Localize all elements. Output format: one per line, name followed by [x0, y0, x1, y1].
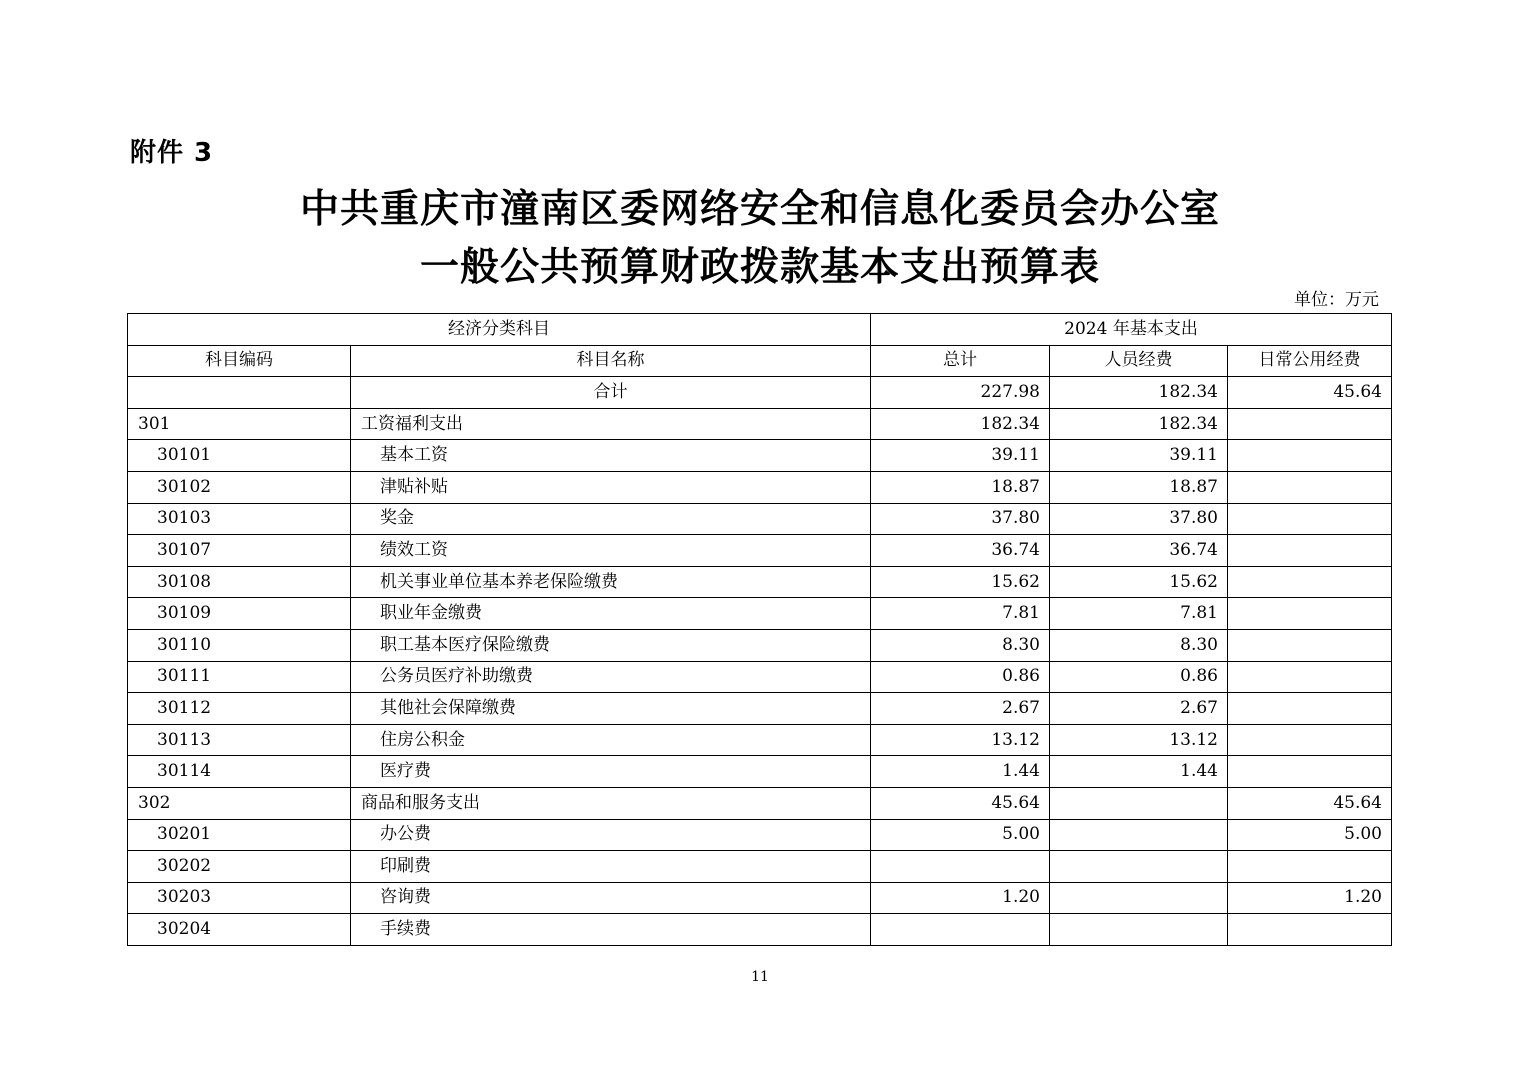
table-row [128, 914, 1392, 946]
cell-code: 30204 [128, 914, 351, 946]
cell-staff: 13.12 [1050, 724, 1228, 756]
cell-staff: 36.74 [1050, 535, 1228, 567]
cell-name: 手续费 [351, 914, 871, 946]
cell-staff: 1.44 [1050, 756, 1228, 788]
unit-label: 单位：万元 [1294, 290, 1379, 310]
cell-name: 商品和服务支出 [351, 787, 871, 819]
total-row [128, 377, 1392, 409]
page-number: 11 [751, 969, 769, 985]
cell-code: 30201 [128, 819, 351, 851]
cell-staff: 0.86 [1050, 661, 1228, 693]
cell-code: 30112 [128, 693, 351, 725]
cell-name: 印刷费 [351, 851, 871, 883]
table-row [128, 724, 1392, 756]
total-row-public: 45.64 [1228, 377, 1392, 409]
cell-name: 医疗费 [351, 756, 871, 788]
cell-code: 30114 [128, 756, 351, 788]
cell-code: 30108 [128, 566, 351, 598]
cell-name: 其他社会保障缴费 [351, 693, 871, 725]
table-row [128, 882, 1392, 914]
cell-staff [1050, 819, 1228, 851]
cell-total: 5.00 [871, 819, 1050, 851]
column-header-code: 科目编码 [128, 345, 351, 377]
cell-total: 8.30 [871, 629, 1050, 661]
table-row [128, 535, 1392, 567]
cell-code: 30101 [128, 440, 351, 472]
cell-staff: 18.87 [1050, 471, 1228, 503]
cell-staff: 7.81 [1050, 598, 1228, 630]
cell-public [1228, 535, 1392, 567]
cell-total [871, 851, 1050, 883]
table-row [128, 756, 1392, 788]
cell-name: 职业年金缴费 [351, 598, 871, 630]
cell-code: 30202 [128, 851, 351, 883]
cell-public: 1.20 [1228, 882, 1392, 914]
cell-name: 奖金 [351, 503, 871, 535]
table-row [128, 629, 1392, 661]
table-row [128, 787, 1392, 819]
group-header-basic-expenditure: 2024 年基本支出 [871, 314, 1392, 346]
column-header-total: 总计 [871, 345, 1050, 377]
table-row [128, 851, 1392, 883]
cell-staff [1050, 882, 1228, 914]
total-row-label: 合计 [351, 377, 871, 409]
cell-name: 工资福利支出 [351, 408, 871, 440]
cell-name: 职工基本医疗保险缴费 [351, 629, 871, 661]
cell-name: 机关事业单位基本养老保险缴费 [351, 566, 871, 598]
cell-public [1228, 914, 1392, 946]
attachment-label: 附件 3 [130, 138, 214, 168]
cell-total: 13.12 [871, 724, 1050, 756]
document-title-line1: 中共重庆市潼南区委网络安全和信息化委员会办公室 [299, 187, 1220, 232]
cell-total: 36.74 [871, 535, 1050, 567]
cell-staff [1050, 914, 1228, 946]
cell-public [1228, 440, 1392, 472]
cell-public [1228, 851, 1392, 883]
cell-public [1228, 661, 1392, 693]
cell-code: 30109 [128, 598, 351, 630]
cell-name: 办公费 [351, 819, 871, 851]
table-row [128, 408, 1392, 440]
cell-staff: 37.80 [1050, 503, 1228, 535]
table-row [128, 693, 1392, 725]
cell-code: 301 [128, 408, 351, 440]
cell-name: 公务员医疗补助缴费 [351, 661, 871, 693]
cell-public [1228, 503, 1392, 535]
cell-staff: 8.30 [1050, 629, 1228, 661]
cell-staff: 2.67 [1050, 693, 1228, 725]
table-row [128, 471, 1392, 503]
cell-name: 住房公积金 [351, 724, 871, 756]
table-row [128, 440, 1392, 472]
cell-total: 45.64 [871, 787, 1050, 819]
cell-total: 1.44 [871, 756, 1050, 788]
cell-total: 1.20 [871, 882, 1050, 914]
cell-total: 0.86 [871, 661, 1050, 693]
cell-public [1228, 756, 1392, 788]
cell-public [1228, 598, 1392, 630]
group-header-row [128, 314, 1392, 346]
cell-staff [1050, 851, 1228, 883]
cell-total: 7.81 [871, 598, 1050, 630]
cell-code: 302 [128, 787, 351, 819]
column-header-public: 日常公用经费 [1228, 345, 1392, 377]
cell-total: 39.11 [871, 440, 1050, 472]
total-row-code [128, 377, 351, 409]
column-header-staff: 人员经费 [1050, 345, 1228, 377]
table-row [128, 819, 1392, 851]
cell-name: 咨询费 [351, 882, 871, 914]
cell-staff: 39.11 [1050, 440, 1228, 472]
cell-total: 15.62 [871, 566, 1050, 598]
cell-public [1228, 693, 1392, 725]
cell-public [1228, 724, 1392, 756]
cell-code: 30111 [128, 661, 351, 693]
document-title-line2: 一般公共预算财政拨款基本支出预算表 [419, 245, 1100, 290]
cell-total: 182.34 [871, 408, 1050, 440]
cell-public [1228, 471, 1392, 503]
table-row [128, 566, 1392, 598]
cell-code: 30107 [128, 535, 351, 567]
cell-code: 30203 [128, 882, 351, 914]
cell-staff: 15.62 [1050, 566, 1228, 598]
cell-staff [1050, 787, 1228, 819]
cell-total [871, 914, 1050, 946]
group-header-economic-class: 经济分类科目 [128, 314, 871, 346]
cell-name: 津贴补贴 [351, 471, 871, 503]
cell-public: 45.64 [1228, 787, 1392, 819]
cell-total: 2.67 [871, 693, 1050, 725]
cell-staff: 182.34 [1050, 408, 1228, 440]
cell-public [1228, 629, 1392, 661]
cell-name: 绩效工资 [351, 535, 871, 567]
cell-name: 基本工资 [351, 440, 871, 472]
cell-public: 5.00 [1228, 819, 1392, 851]
column-header-row [128, 345, 1392, 377]
cell-total: 37.80 [871, 503, 1050, 535]
cell-code: 30110 [128, 629, 351, 661]
cell-total: 18.87 [871, 471, 1050, 503]
cell-public [1228, 408, 1392, 440]
budget-table [127, 313, 1392, 946]
cell-public [1228, 566, 1392, 598]
cell-code: 30102 [128, 471, 351, 503]
cell-code: 30103 [128, 503, 351, 535]
total-row-total: 227.98 [871, 377, 1050, 409]
cell-code: 30113 [128, 724, 351, 756]
table-row [128, 598, 1392, 630]
column-header-name: 科目名称 [351, 345, 871, 377]
table-row [128, 661, 1392, 693]
table-row [128, 503, 1392, 535]
total-row-staff: 182.34 [1050, 377, 1228, 409]
